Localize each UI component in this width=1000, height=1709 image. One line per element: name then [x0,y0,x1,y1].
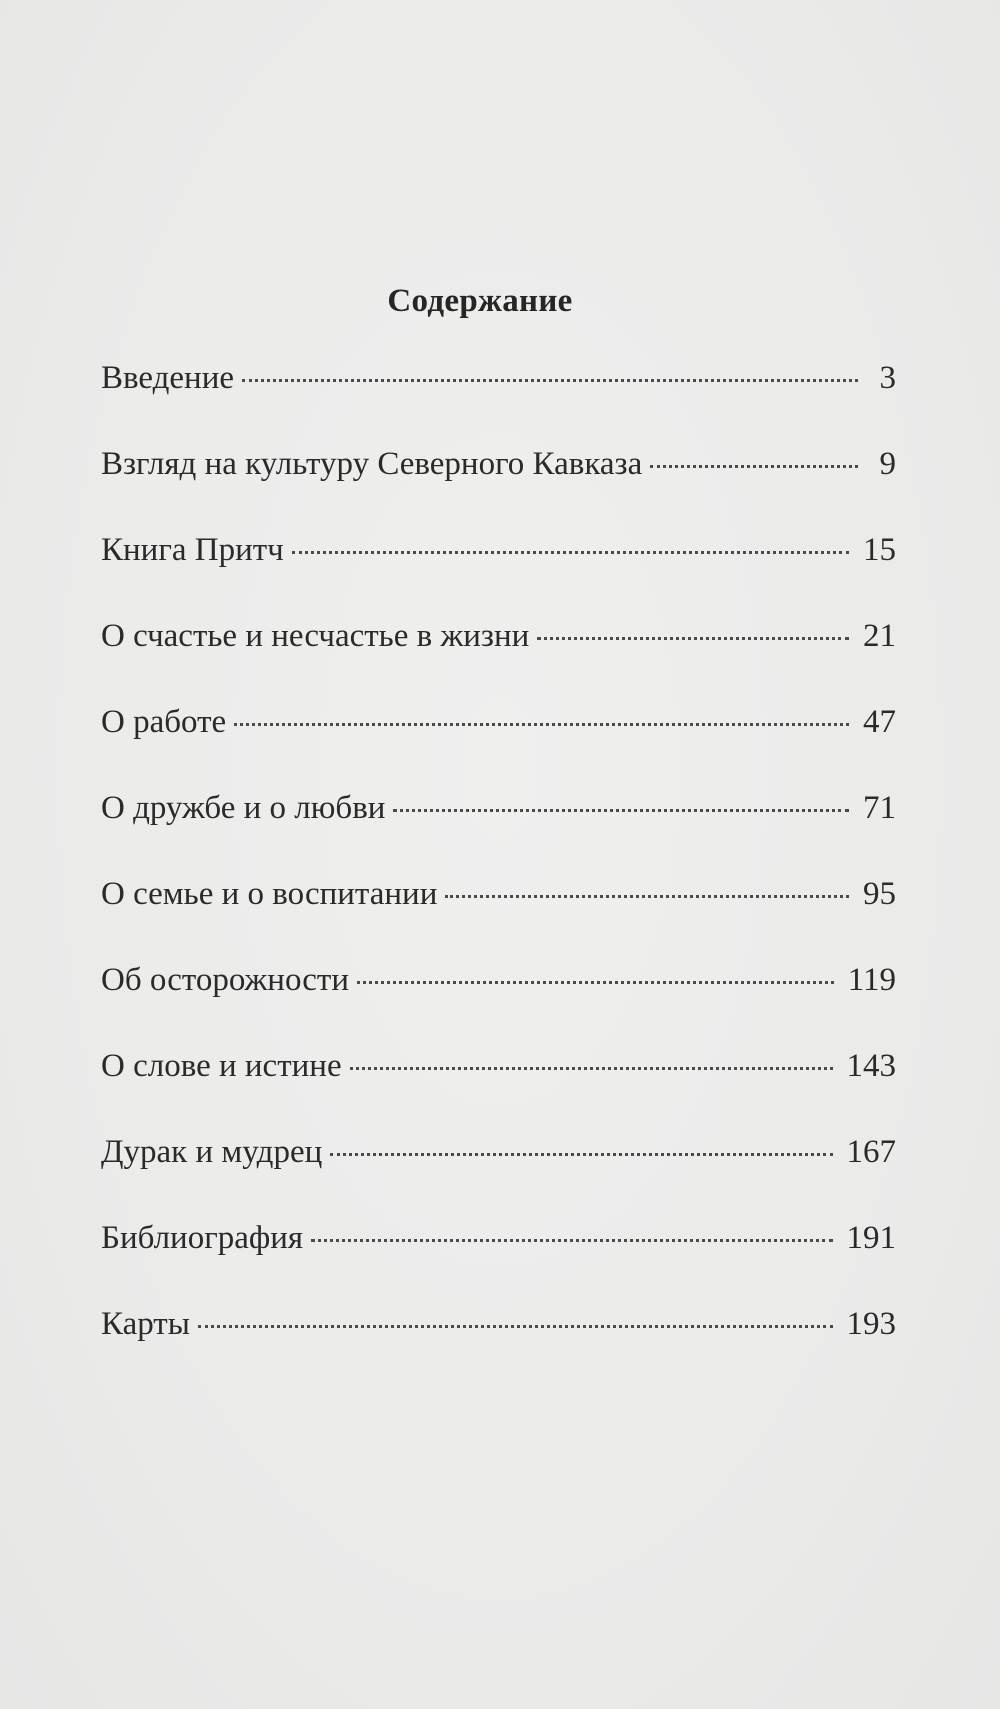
toc-entry [101,446,896,532]
toc-entry-label: Об осторожности [101,962,350,998]
dot-leader [393,809,849,812]
toc-entry-page: 21 [863,618,896,654]
toc-entry [101,532,896,618]
toc-entry-page: 3 [879,360,896,396]
toc-entry-page: 191 [846,1220,896,1256]
toc-entry-page: 9 [879,446,896,482]
toc-entry-page: 95 [863,876,896,912]
toc-entry [101,360,896,446]
toc-entry-page: 15 [863,532,896,568]
dot-leader [650,465,858,468]
toc-entry [101,790,896,876]
dot-leader [198,1325,833,1328]
toc-entry-label: Библиография [101,1220,304,1256]
dot-leader [537,637,849,640]
toc-entry-page: 47 [863,704,896,740]
toc-entry-label: Дурак и мудрец [101,1134,323,1170]
toc-entry-page: 143 [846,1048,896,1084]
toc-entry-label: Введение [101,360,235,396]
dot-leader [357,981,834,984]
toc-entry [101,1134,896,1220]
toc-entry-label: О работе [101,704,227,740]
toc-entry [101,1048,896,1134]
toc-entry [101,704,896,790]
table-of-contents [101,360,896,1392]
toc-entry-label: О слове и истине [101,1048,342,1084]
toc-entry-page: 167 [846,1134,896,1170]
toc-entry [101,618,896,704]
toc-entry-page: 71 [863,790,896,826]
dot-leader [311,1239,832,1242]
toc-entry-label: Карты [101,1306,190,1342]
dot-leader [350,1067,833,1070]
toc-entry [101,876,896,962]
toc-entry [101,962,896,1048]
toc-entry-label: О дружбе и о любви [101,790,386,826]
toc-entry [101,1306,896,1392]
dot-leader [234,723,849,726]
toc-entry-label: О семье и о воспитании [101,876,438,912]
dot-leader [242,379,858,382]
dot-leader [445,895,849,898]
dot-leader [292,551,849,554]
page-title: Содержание [387,283,573,319]
toc-entry-label: О счастье и несчастье в жизни [101,618,530,654]
toc-entry-page: 119 [847,962,896,998]
toc-entry-label: Взгляд на культуру Северного Кавказа [101,446,643,482]
toc-entry-page: 193 [846,1306,896,1342]
dot-leader [330,1153,832,1156]
toc-entry-label: Книга Притч [101,532,284,568]
toc-entry [101,1220,896,1306]
